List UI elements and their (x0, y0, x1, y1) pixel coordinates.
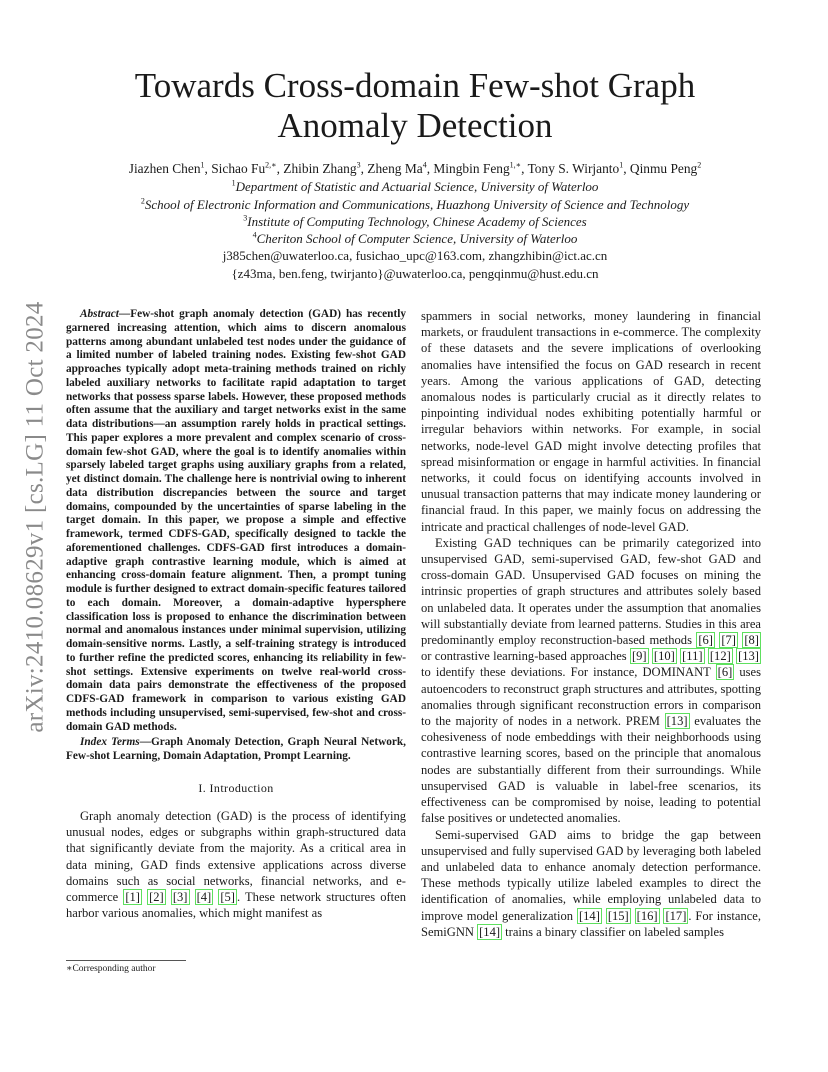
citation-link[interactable]: [2] (149, 889, 164, 904)
author-affiliation-mark: 1 (200, 160, 205, 170)
citation-link[interactable]: [1] (125, 889, 140, 904)
paper-title: Towards Cross-domain Few-shot Graph Anomaly Detection (134, 66, 696, 145)
section-heading: I. Introduction (198, 780, 274, 795)
intro-paragraph: spammers in social networks, money laundering in financial markets, or fraudulent transactions in e-commerce. The complexity of these datasets and the severe implications of overlooking anomalies have intensified the focus on GAD research in recent years. Among the various applications of GAD, detecting anomalous nodes is particularly crucial as it directly relates to pinpointing individual nodes exhibiting potentially harmful or irregular behaviors within networks. For example, in social networks, node-level GAD might involve detecting profiles that spread misinformation or engage in harmful activities. In financial networks, it could focus on identifying accounts involved in unusual transaction patterns that may indicate money laundering or financial fraud. In this paper, we mainly focus on addressing the intricate and practical challenges of node-level GAD. (421, 309, 761, 534)
author-name: Jiazhen Chen (128, 161, 201, 176)
affiliation-text: School of Electronic Information and Communications, Huazhong University of Science and Technology (144, 196, 690, 212)
citation-link[interactable]: [4] (196, 889, 212, 904)
footnote-text: ∗Corresponding author (66, 964, 156, 974)
affiliation-text: Cheriton School of Computer Science, University of Waterloo (256, 231, 578, 247)
abstract (66, 308, 406, 734)
author-affiliation-mark: 2 (697, 160, 702, 170)
affiliation-mark: 4 (252, 230, 257, 240)
index-terms (66, 736, 406, 764)
email-line-2: {z43ma, ben.feng, twirjanto}@uwaterloo.ca, pengqinmu@hust.edu.cn (231, 265, 599, 281)
paper-header (60, 160, 770, 282)
author-name: Sichao Fu (211, 161, 266, 176)
author-name: Zhibin Zhang (283, 161, 357, 176)
author-affiliation-mark: 3 (356, 160, 361, 170)
citation-link[interactable]: [14] (578, 908, 600, 923)
citation-link[interactable]: [12] (709, 649, 731, 664)
abstract-text: —Few-shot graph anomaly detection (GAD) has recently garnered increasing attention, which aims to discern anomalous patterns among abundant unlabeled test nodes under the guidance of a limited number of labeled training nodes. Existing few-shot GAD approaches typically adopt meta-training methods trained on richly labeled auxiliary networks to facilitate rapid adaptation to target networks that possess sparse labels. However, these proposed methods often assume that the auxiliary and target networks exist in the same data distributions—an assumption rarely holds in practical settings. This paper explores a more prevalent and complex scenario of cross-domain few-shot GAD, where the goal is to identify anomalies within sparsely labeled target graphs using auxiliary graphs from a related, yet distinct domain. The challenge here is nontrivial owing to inherent data distribution discrepancies between the source and target domains, compounded by the uncertainties of sparse labeling in the target domain. In this paper, we propose a simple and effective framework, termed CDFS-GAD, specifically designed to tackle the aforementioned challenges. CDFS-GAD first introduces a domain-adaptive graph contrastive learning module, which is aimed at enhancing cross-domain feature alignment. Then, a prompt tuning module is further designed to extract domain-specific features tailored to each domain. Moreover, a domain-adaptive hypersphere classification loss is proposed to enhance the discrimination between normal and anomalous instances under minimal supervision, utilizing domain-sensitive norms. Lastly, a self-training strategy is introduced to further refine the predicted scores, enhancing its reliability in few-shot settings. Extensive experiments on twelve real-world cross-domain data pairs demonstrate the effectiveness of the proposed CDFS-GAD framework in comparison to various existing GAD methods including unsupervised, semi-supervised, few-shot and cross-domain GAD methods. (66, 308, 406, 733)
author-name: Zheng Ma (367, 161, 423, 176)
citation-link[interactable]: [11] (682, 649, 703, 664)
citation-link[interactable]: [17] (665, 908, 687, 923)
citation-link[interactable]: [16] (636, 908, 658, 923)
citation-link[interactable]: [13] (738, 649, 759, 664)
arxiv-identifier-text: arXiv:2410.08629v1 [cs.LG] 11 Oct 2024 (22, 301, 49, 733)
intro-paragraph: Graph anomaly detection (GAD) is the process of identifying unusual nodes, edges or subgraphs within graph-structured data that significantly deviate from the majority. As a critical area in data mining, GAD finds extensive applications across diverse domains such as social networks, financial networks, and e-commerce [1] [2] [3] [4] [5] . These network structures often harbor various anomalies, which might manifest as (66, 808, 406, 921)
affiliation (60, 230, 770, 247)
affiliation-text: Department of Statistic and Actuarial Science, University of Waterloo (235, 179, 599, 195)
author-name: Mingbin Feng (433, 161, 510, 176)
affiliation-mark: 1 (231, 178, 236, 188)
citation-link[interactable]: [10] (653, 649, 675, 664)
author-name: Qinmu Peng (629, 161, 698, 176)
right-column (421, 308, 761, 940)
affiliation (60, 178, 770, 195)
citation-link[interactable]: [6] (717, 665, 733, 680)
email-line-1: j385chen@uwaterloo.ca, fusichao_upc@163.com, zhangzhibin@ict.ac.cn (222, 248, 608, 264)
intro-paragraph: Existing GAD techniques can be primarily categorized into unsupervised GAD, semi-supervised GAD, few-shot GAD and cross-domain GAD. Unsupervised GAD focuses on mining the intrinsic properties of graph structures and attributes solely based on unlabeled data. It operates under the assumption that anomalies will substantially deviate from learned patterns. Studies in this area predominantly employ reconstruction-based methods [6] [7] [8] or contrastive learning-based approaches [9] [10] [11] [12] [13] to identify these deviations. For instance, DOMINANT [6] uses autoencoders to reconstruct graph structures and attributes, spotting anomalies through significant reconstruction errors in comparison to the majority of nodes in a network. PREM [13] evaluates the cohesiveness of node embeddings with their neighborhoods using contrastive learning scores, based on the principle that anomalous nodes are substantially different from their surroundings. While unsupervised GAD is valuable in label-free scenarios, its effectiveness can be compromised by noise, leading to potential false positives or undetected anomalies. (421, 535, 761, 826)
citation-link[interactable]: [15] (607, 908, 629, 923)
citation-link[interactable]: [9] (631, 649, 647, 664)
author-affiliation-mark: 2,∗ (265, 160, 277, 170)
abstract-label: Abstract (80, 308, 119, 320)
author-list: Jiazhen Chen$^1$, Sichao $Fu^{2,∗}$, Zhibin Zhang$^3$, Zheng Ma$^4$, Mingbin Feng$^{1,∗}$, Tony S. Wirjanto$^1$, Qinmu Peng$^2$ (128, 160, 702, 176)
author-affiliation-mark: 1,∗ (509, 160, 522, 170)
author-affiliation-mark: 4 (422, 160, 427, 170)
footnote (66, 960, 186, 974)
intro-paragraph: Semi-supervised GAD aims to bridge the gap between unsupervised and fully supervised GAD by leveraging both labeled and unlabeled data to enhance anomaly detection performance. These methods typically utilize labeled examples to direct the identification of anomalies, while employing unlabeled data to improve model generalization [14] [15] [16] [17] . For instance, SemiGNN [14] trains a binary classifier on labeled samples (421, 827, 762, 939)
author-affiliation-mark: 1 (619, 160, 624, 170)
index-terms-text: —Graph Anomaly Detection, Graph Neural Network, Few-shot Learning, Domain Adaptation, Prompt Learning. (66, 736, 407, 762)
author-name: Tony S. Wirjanto (527, 161, 620, 176)
affiliation-text: Institute of Computing Technology, Chinese Academy of Sciences (247, 213, 587, 229)
citation-link[interactable]: [14] (479, 924, 501, 939)
arxiv-identifier-stamp (16, 287, 56, 747)
citation-link[interactable]: [5] (220, 889, 235, 904)
citation-link[interactable]: [6] (698, 633, 713, 648)
citation-link[interactable]: [7] (721, 633, 736, 648)
affiliation-mark: 2 (140, 196, 145, 206)
citation-link[interactable]: [8] (744, 633, 759, 648)
affiliation (60, 196, 770, 213)
affiliation-list (60, 178, 770, 247)
citation-link[interactable]: [13] (666, 714, 688, 729)
citation-link[interactable]: [3] (172, 889, 188, 904)
affiliation-mark: 3 (243, 213, 248, 223)
index-terms-label: Index Terms (80, 736, 140, 749)
left-column (66, 308, 406, 921)
affiliation (60, 213, 770, 230)
